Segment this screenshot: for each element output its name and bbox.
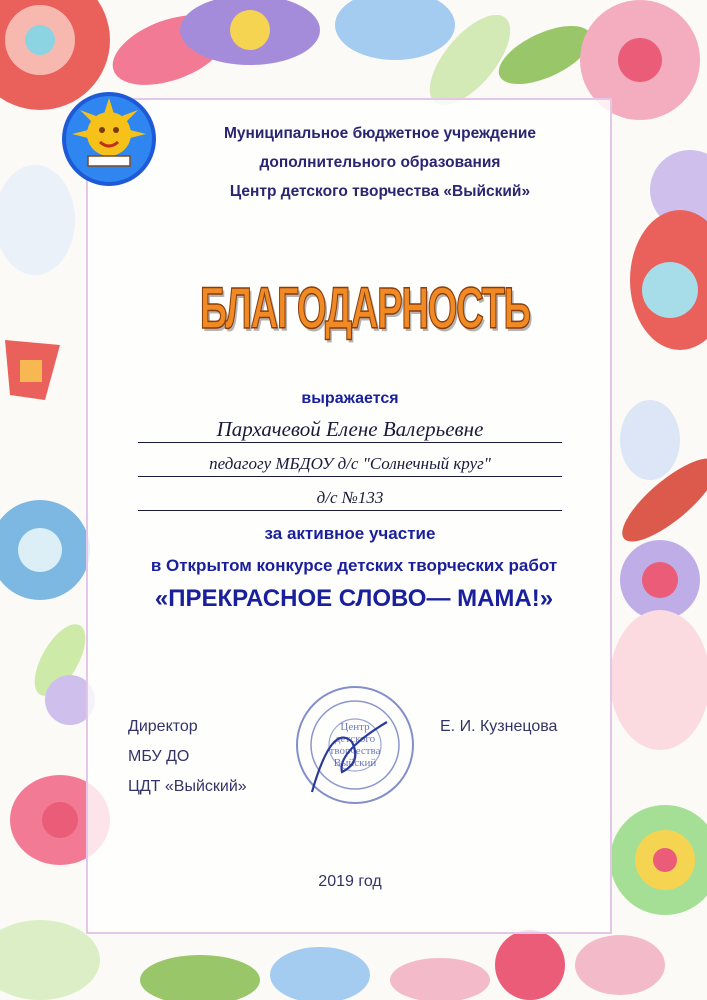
signature-role-1: Директор [128,718,198,735]
org-line-2: дополнительного образования [259,154,501,171]
svg-text:Выйский: Выйский [333,757,377,769]
svg-text:творчества: творчества [329,745,381,757]
certificate-frame [86,98,612,934]
org-line-1: Муниципальное бюджетное учреждение [223,125,537,142]
signature-role-2: МБУ ДО [128,748,190,765]
certificate-title: БЛАГОДАРНОСТЬ [199,276,530,341]
recipient-position: педагогу МБДОУ д/с "Солнечный круг" [138,452,562,477]
expressed-text: выражается [301,390,399,407]
signature-role-3: ЦДТ «Выйский» [128,778,247,795]
svg-text:детского: детского [334,733,376,745]
org-line-3: Центр детского творчества «Выйский» [229,183,531,200]
svg-text:Центр: Центр [340,721,370,733]
official-stamp-icon [292,682,418,808]
recipient-name: Пархачевой Елене Валерьевне [138,416,562,443]
contest-name: «ПРЕКРАСНОЕ СЛОВО— МАМА!» [154,585,554,612]
signer-name: Е. И. Кузнецова [440,718,558,735]
recipient-institution: д/с №133 [138,486,562,511]
year-text: 2019 год [318,873,382,890]
reason-line-2: в Открытом конкурсе детских творческих работ [150,556,558,575]
reason-line-1: за активное участие [264,524,436,543]
